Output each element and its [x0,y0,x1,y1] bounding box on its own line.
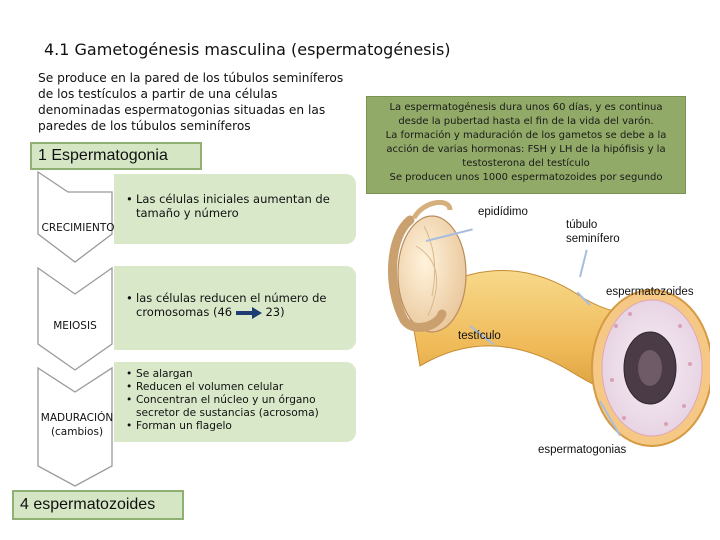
stage-end-box [12,490,184,520]
info-line: La formación y maduración de los gametos se debe a la acción de varias hormonas: FSH y LH de la hipófisis y la testosterona del testículo [385,130,667,169]
phase-label-maduracion: MADURACIÓN [40,412,114,424]
label-espermatogonias: espermatogonias [538,444,627,456]
panel-item: • Las células iniciales aumentan de tamaño y número [126,192,346,220]
label-tubulo: túbulo seminífero [566,219,620,245]
label-epididimo: epidídimo [478,206,528,218]
info-line: La espermatogénesis dura unos 60 días, y es continua desde la pubertad hasta el fin de la vida del varón. [389,102,663,127]
label-testiculo: testículo [458,330,501,342]
phase-sublabel-maduracion: (cambios) [50,426,104,438]
right-arrow-icon [236,307,262,319]
panel-meiosis [114,266,356,350]
stage-start-box [30,142,202,170]
meiosis-text-pre: las células reducen el número de cromosomas (46 [136,291,327,319]
chevron-meiosis [38,268,112,370]
info-box [366,96,686,194]
panel-maduracion [114,362,356,442]
panel-item: • Forman un flagelo [126,420,348,433]
panel-item: • Reducen el volumen celular [126,381,348,394]
info-line: Se producen unos 1000 espermatozoides por segundo [389,172,663,183]
stage-start-label: 1 Espermatogonia [38,147,168,164]
stage-end-label: 4 espermatozoides [20,496,156,513]
panel-item: • Concentran el núcleo y un órgano secretor de sustancias (acrosoma) [126,394,348,420]
phase-label-crecimiento: CRECIMIENTO [41,222,115,234]
testis-illustration [380,196,710,466]
panel-item: • Se alargan [126,368,348,381]
page-title: 4.1 Gametogénesis masculina (espermatogénesis) [44,40,451,59]
meiosis-text-post: 23) [265,305,285,319]
panel-crecimiento [114,174,356,244]
panel-item [126,291,346,319]
label-espermatozoides: espermatozoides [606,286,694,298]
intro-text: Se produce en la pared de los túbulos seminíferos de los testículos a partir de una células denominadas espermatogonias situadas en las paredes de los túbulos seminíferos [38,71,344,133]
phase-label-meiosis: MEIOSIS [53,320,97,332]
chevron-crecimiento [38,172,112,262]
